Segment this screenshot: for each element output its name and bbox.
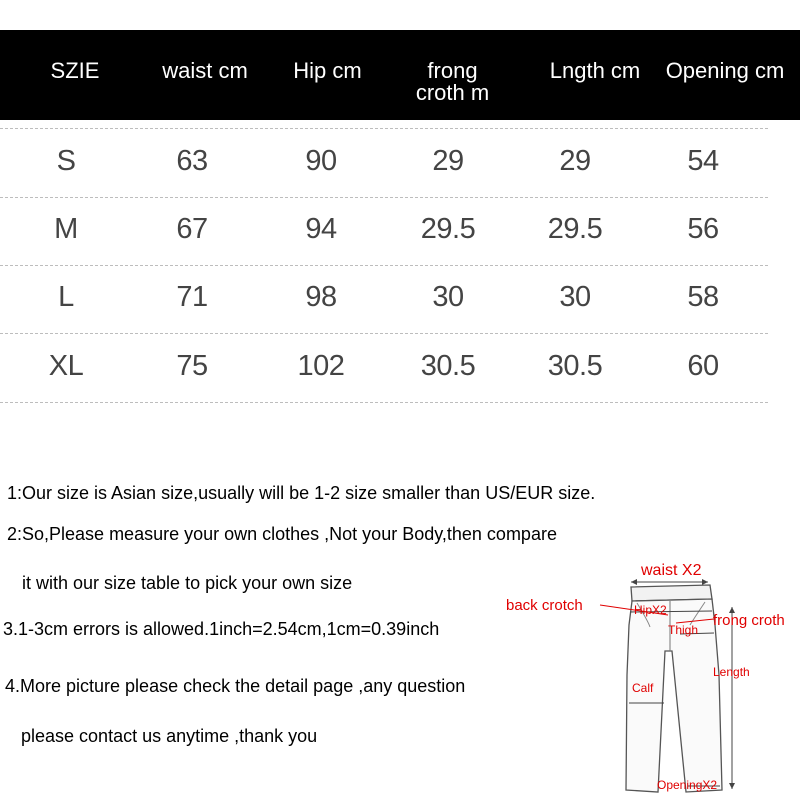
cell-length: 30.5 xyxy=(547,350,603,382)
cell-opening: 54 xyxy=(687,145,719,177)
cell-length: 29.5 xyxy=(547,213,603,245)
cell-hip: 94 xyxy=(305,213,337,245)
hip-label: HipX2 xyxy=(634,603,667,617)
row-divider xyxy=(0,265,768,266)
cell-front-crotch: 30.5 xyxy=(420,350,476,382)
row-divider xyxy=(0,333,768,334)
cell-hip: 98 xyxy=(305,281,337,313)
size-table-header xyxy=(0,30,800,120)
cell-waist: 75 xyxy=(176,350,208,382)
note-line: 1:Our size is Asian size,usually will be 1-2 size smaller than US/EUR size. xyxy=(7,483,596,503)
waist-label: waist X2 xyxy=(641,562,702,579)
cell-hip: 90 xyxy=(305,145,337,177)
calf-label: Calf xyxy=(632,681,654,695)
note-line: 3.1-3cm errors is allowed.1inch=2.54cm,1cm=0.39inch xyxy=(3,619,440,639)
row-divider xyxy=(0,197,768,198)
pants-measurement-diagram xyxy=(500,555,800,800)
cell-opening: 56 xyxy=(687,213,719,245)
cell-waist: 71 xyxy=(176,281,208,313)
cell-waist: 67 xyxy=(176,213,208,245)
cell-hip: 102 xyxy=(297,350,345,382)
cell-size: M xyxy=(54,213,78,245)
row-divider xyxy=(0,402,768,403)
cell-size: S xyxy=(56,145,76,177)
cell-size: XL xyxy=(48,350,84,382)
note-line: 4.More picture please check the detail page ,any question xyxy=(5,676,466,696)
cell-front-crotch: 30 xyxy=(432,281,464,313)
cell-front-crotch: 29 xyxy=(432,145,464,177)
cell-size: L xyxy=(58,281,74,313)
cell-opening: 60 xyxy=(687,350,719,382)
header-size: SZIE xyxy=(50,58,100,83)
pants-outline-icon xyxy=(500,555,800,800)
back-crotch-label: back crotch xyxy=(506,597,583,614)
cell-length: 29 xyxy=(559,145,591,177)
header-waist: waist cm xyxy=(162,58,248,83)
note-line: 2:So,Please measure your own clothes ,Not your Body,then compare xyxy=(7,524,557,544)
header-hip: Hip cm xyxy=(293,58,362,83)
header-opening: Opening cm xyxy=(665,58,785,83)
cell-length: 30 xyxy=(559,281,591,313)
header-front-crotch: frong croth m xyxy=(415,58,490,105)
thigh-label: Thigh xyxy=(668,623,699,637)
cell-waist: 63 xyxy=(176,145,208,177)
header-length: Lngth cm xyxy=(549,58,641,83)
note-line: please contact us anytime ,thank you xyxy=(21,726,318,746)
cell-front-crotch: 29.5 xyxy=(420,213,476,245)
opening-label: OpeningX2 xyxy=(657,778,718,792)
cell-opening: 58 xyxy=(687,281,719,313)
note-line: it with our size table to pick your own size xyxy=(22,573,353,593)
row-divider xyxy=(0,128,768,129)
length-label: Length xyxy=(713,665,750,679)
front-crotch-label: frong croth xyxy=(713,612,785,629)
